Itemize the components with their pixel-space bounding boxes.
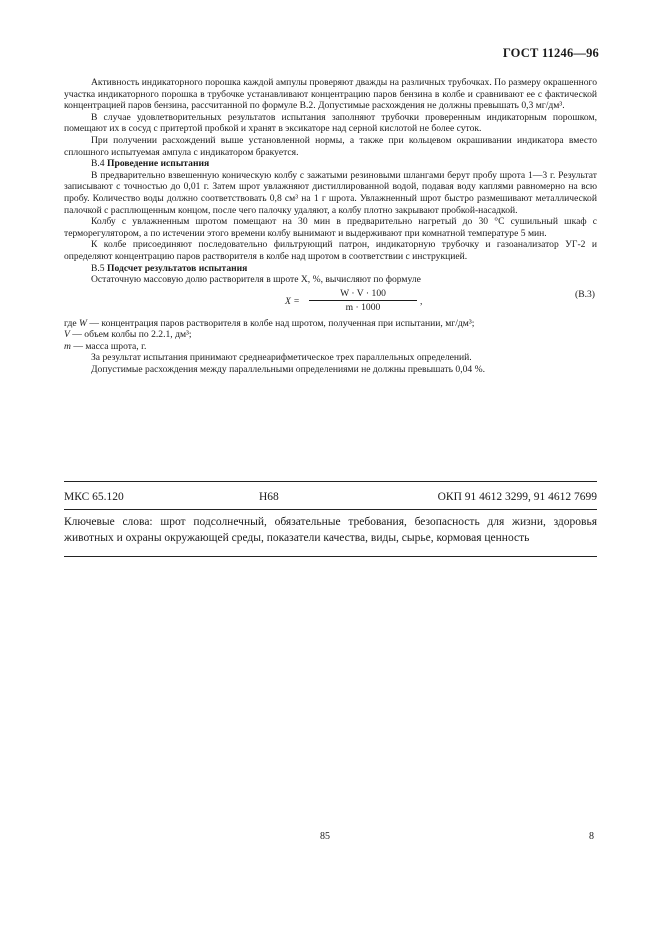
formula-denominator: m · 1000 — [345, 302, 381, 314]
paragraph: Активность индикаторного порошка каждой ампулы проверяют дважды на различных трубочках. По размеру окрашенного участка индикаторного порошка в трубочке устанавливают концентрацию паров бензина в колбе и сравнивают ее с фактической концентрацией паров бензина, рассчитанной по формуле В.2. Допустимые расхождения не должны превышать 0,3 мг/дм³. — [64, 77, 597, 112]
okp-code: ОКП 91 4612 3299, 91 4612 7699 — [437, 491, 597, 503]
page-number-right: 8 — [589, 831, 594, 842]
paragraph: Колбу с увлажненным шротом помещают на 30 мин в предварительно нагретый до 30 °С сушильный шкаф с терморегулятором, а по истечении этого времени колбу вынимают и выдерживают при комнатной температуре 5 мин. — [64, 216, 597, 239]
h-code: Н68 — [259, 491, 279, 503]
standard-number: ГОСТ 11246—96 — [502, 46, 599, 60]
definition-w: — концентрация паров растворителя в колбе над шротом, полученная при испытании, мг/дм³; — [89, 317, 475, 329]
divider-middle — [64, 509, 597, 510]
paragraph: В предварительно взвешенную коническую колбу с зажатыми резиновыми шлангами берут пробу шрота 1—3 г. Результат записывают с точностью до 0,01 г. Затем шрот увлажняют дистиллированной водой, подавая воду каплями равномерно на всю пробу. Количество воды должно соответствовать 0,8 см³ на 1 г шрота. Увлажненный шрот быстро размешивают металлической палочкой с расплющенным концом, после чего палочку удаляют, а колбу плотно закрывают пробкой-насадкой. — [64, 169, 597, 216]
where-prefix: где — [64, 317, 77, 329]
mks-code: МКС 65.120 — [64, 491, 124, 503]
symbol-w: W — [79, 317, 88, 329]
formula-numerator: W · V · 100 — [309, 288, 417, 302]
formula-comma: , — [420, 295, 423, 307]
classification-codes — [64, 491, 597, 505]
keywords: Ключевые слова: шрот подсолнечный, обязательные требования, безопасность для жизни, здоровья животных и охраны окружающей среды, показатели качества, виды, сырье, кормовая ценность — [64, 516, 597, 544]
paragraph: Допустимые расхождения между параллельными определениями не должны превышать 0,04 %. — [91, 364, 485, 376]
symbol-v: V — [64, 329, 70, 341]
section-title: Подсчет результатов испытания — [107, 262, 248, 274]
page-number-center: 85 — [320, 831, 330, 842]
equation-number: (В.3) — [575, 288, 595, 300]
where-v — [64, 329, 597, 341]
section-title: Проведение испытания — [107, 158, 210, 170]
definition-m: — масса шрота, г. — [73, 340, 147, 352]
paragraph: К колбе присоединяют последовательно фильтрующий патрон, индикаторную трубочку и газоанализатор УГ-2 и определяют концентрацию паров растворителя в колбе над шротом в соответствии с инструкцией. — [64, 239, 597, 262]
where-w — [64, 318, 597, 330]
divider-bottom — [64, 556, 597, 557]
body-text — [64, 77, 597, 376]
paragraph: При получении расхождений выше установленной нормы, а также при кольцевом окрашивании индикатора вместо сплошного испытуемая ампула с индикатором бракуется. — [64, 134, 597, 158]
section-heading-b5 — [91, 263, 597, 275]
section-number: В.5 — [91, 262, 105, 274]
where-m — [64, 341, 597, 353]
symbol-m: m — [64, 340, 71, 352]
definition-v: — объем колбы по 2.2.1, дм³; — [72, 329, 192, 341]
divider-top — [64, 481, 597, 482]
paragraph: Остаточную массовую долю растворителя в шроте X, %, вычисляют по формуле — [91, 274, 421, 286]
formula-b3 — [64, 288, 597, 314]
formula-lhs: X = — [285, 295, 300, 307]
section-heading-b4 — [91, 158, 597, 170]
paragraph: В случае удовлетворительных результатов испытания заполняют трубочки проверенным индикаторным порошком, помещают их в сосуд с притертой пробкой и хранят в эксикаторе над серной кислотой не более суток. — [64, 111, 597, 135]
paragraph: За результат испытания принимают среднеарифметическое трех параллельных определений. — [91, 352, 472, 364]
section-number: В.4 — [91, 158, 105, 170]
formula-fraction — [309, 288, 417, 314]
